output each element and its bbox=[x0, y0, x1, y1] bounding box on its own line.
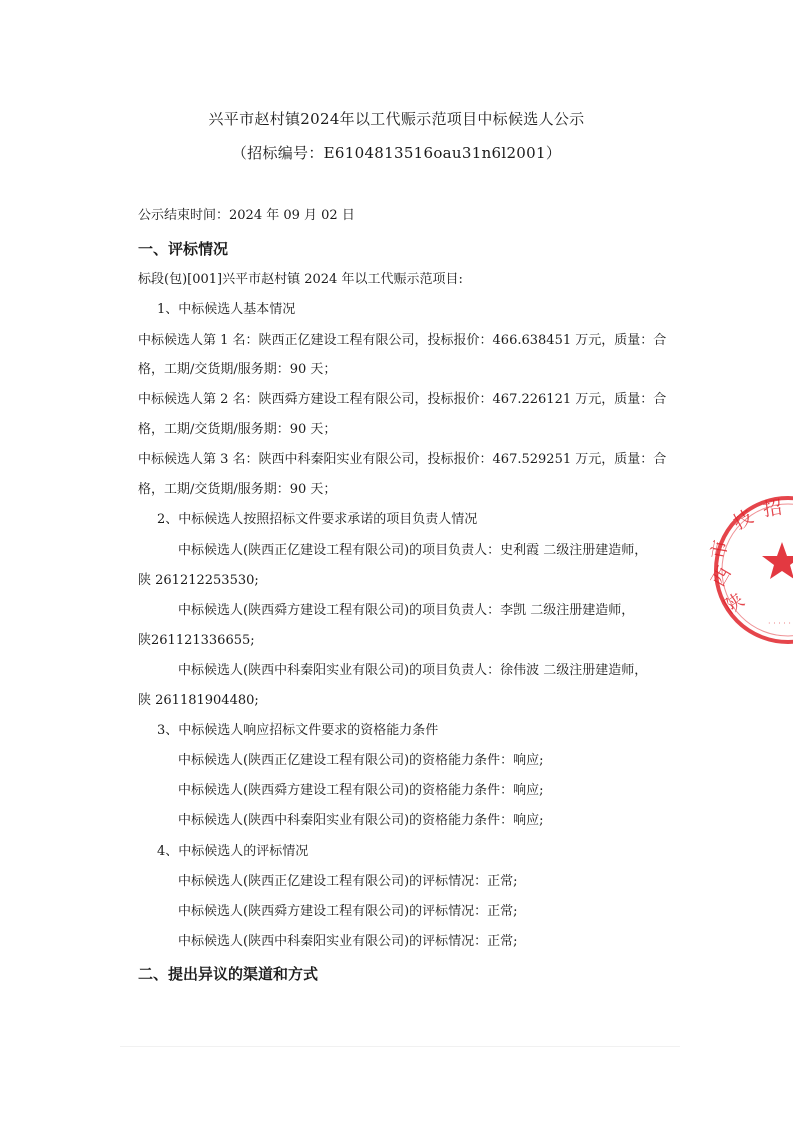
subsection-title-evaluation: 4、中标候选人的评标情况 bbox=[157, 844, 309, 859]
candidate-1-line2: 格，工期/交货期/服务期：90 天； bbox=[138, 362, 337, 377]
manager-3-line1: 中标候选人(陕西中科秦阳实业有限公司)的项目负责人：徐伟波 二级注册建造师， bbox=[178, 663, 648, 678]
bid-number: （招标编号：E6104813516oau31n6l2001） bbox=[231, 144, 562, 162]
svg-text:陕: 陕 bbox=[720, 589, 749, 619]
section-heading-evaluation: 一、评标情况 bbox=[138, 240, 229, 258]
candidate-2-line2: 格，工期/交货期/服务期：90 天； bbox=[138, 422, 337, 437]
svg-text:技: 技 bbox=[729, 505, 757, 535]
manager-2-line2: 陕261121336655; bbox=[138, 633, 255, 648]
subsection-title-basic-info: 1、中标候选人基本情况 bbox=[157, 302, 296, 317]
manager-1-line2: 陕 261212253530; bbox=[138, 573, 259, 588]
document-title: 兴平市赵村镇2024年以工代赈示范项目中标候选人公示 bbox=[208, 110, 585, 128]
svg-text:西: 西 bbox=[707, 563, 736, 591]
seal-star-icon bbox=[762, 542, 793, 579]
manager-2-line1: 中标候选人(陕西舜方建设工程有限公司)的项目负责人：李凯 二级注册建造师， bbox=[178, 603, 635, 618]
qualification-item-3: 中标候选人(陕西中科秦阳实业有限公司)的资格能力条件：响应; bbox=[178, 813, 544, 828]
evaluation-item-1: 中标候选人(陕西正亿建设工程有限公司)的评标情况：正常; bbox=[178, 874, 518, 889]
evaluation-item-3: 中标候选人(陕西中科秦阳实业有限公司)的评标情况：正常; bbox=[178, 934, 518, 949]
subsection-title-qualification: 3、中标候选人响应招标文件要求的资格能力条件 bbox=[157, 723, 439, 738]
announcement-end-time: 公示结束时间：2024 年 09 月 02 日 bbox=[138, 208, 355, 223]
scan-artifact-line bbox=[120, 1046, 680, 1047]
package-line: 标段(包)[001]兴平市赵村镇 2024 年以工代赈示范项目: bbox=[138, 272, 463, 287]
manager-1-line1: 中标候选人(陕西正亿建设工程有限公司)的项目负责人：史利霞 二级注册建造师， bbox=[178, 543, 648, 558]
candidate-1-line1: 中标候选人第 1 名：陕西正亿建设工程有限公司，投标报价：466.638451 万元，质量：合 bbox=[138, 333, 667, 348]
manager-3-line2: 陕 261181904480; bbox=[138, 693, 259, 708]
evaluation-item-2: 中标候选人(陕西舜方建设工程有限公司)的评标情况：正常; bbox=[178, 904, 518, 919]
svg-text:招: 招 bbox=[761, 496, 784, 521]
candidate-2-line1: 中标候选人第 2 名：陕西舜方建设工程有限公司，投标报价：467.226121 万元，质量：合 bbox=[138, 392, 667, 407]
subsection-title-managers: 2、中标候选人按照招标文件要求承诺的项目负责人情况 bbox=[157, 512, 478, 527]
section-heading-objection: 二、提出异议的渠道和方式 bbox=[138, 965, 319, 983]
svg-text:市: 市 bbox=[707, 538, 733, 561]
svg-text:· · · · ·: · · · · · bbox=[768, 619, 791, 628]
candidate-3-line1: 中标候选人第 3 名：陕西中科秦阳实业有限公司，投标报价：467.529251 万元，质量：合 bbox=[138, 452, 667, 467]
candidate-3-line2: 格，工期/交货期/服务期：90 天； bbox=[138, 482, 337, 497]
qualification-item-1: 中标候选人(陕西正亿建设工程有限公司)的资格能力条件：响应; bbox=[178, 753, 544, 768]
official-seal-stamp bbox=[708, 490, 793, 650]
qualification-item-2: 中标候选人(陕西舜方建设工程有限公司)的资格能力条件：响应; bbox=[178, 783, 544, 798]
